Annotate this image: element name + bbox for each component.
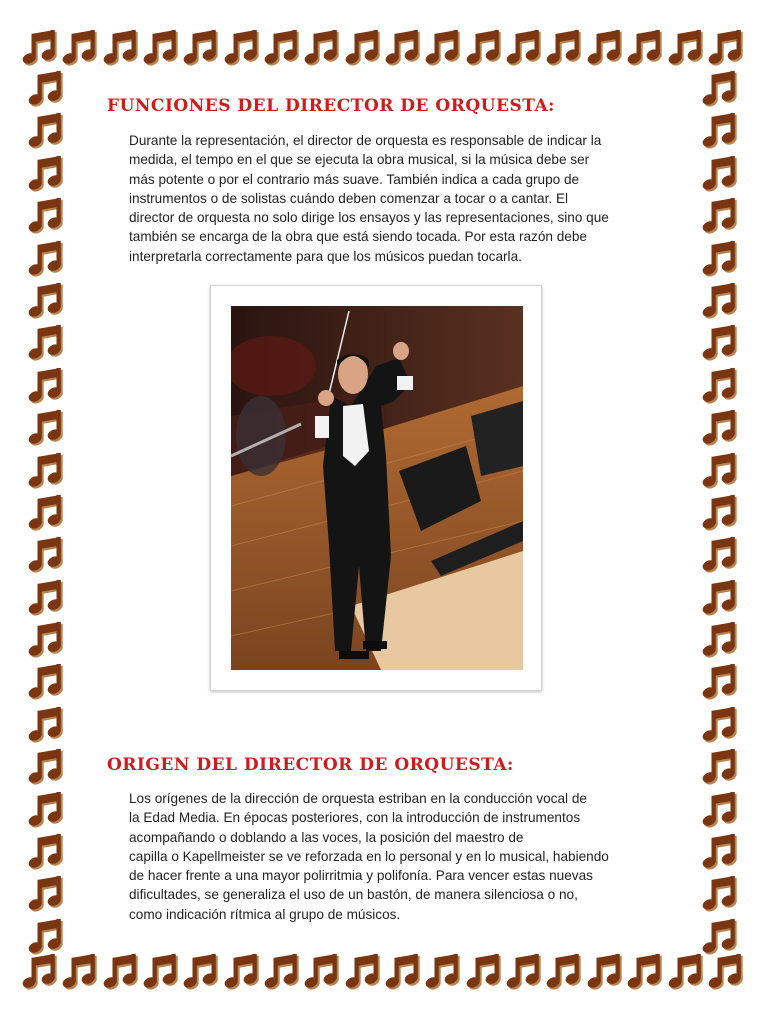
music-note-icon xyxy=(28,706,66,744)
music-note-icon xyxy=(702,324,740,362)
music-note-icon xyxy=(143,29,181,67)
music-note-icon xyxy=(702,409,740,447)
music-note-icon xyxy=(702,791,740,829)
music-note-icon xyxy=(506,953,544,991)
music-note-icon xyxy=(546,29,584,67)
music-note-icon xyxy=(702,367,740,405)
conductor-photo xyxy=(231,306,523,670)
music-note-icon xyxy=(28,621,66,659)
music-note-icon xyxy=(28,112,66,150)
paragraph-line: director de orquesta no solo dirige los ensayos y las representaciones, sino que xyxy=(129,210,609,226)
section-title-funciones: FUNCIONES DEL DIRECTOR DE ORQUESTA: xyxy=(107,96,555,116)
music-note-icon xyxy=(702,112,740,150)
music-note-icon xyxy=(668,953,706,991)
music-note-icon xyxy=(466,953,504,991)
paragraph-line: instrumentos o de solistas cuándo deben comenzar a tocar o a cantar. El xyxy=(129,190,569,206)
paragraph-line: capilla o Kapellmeister se ve reforzada en lo personal y en lo musical, habiendo xyxy=(129,848,609,864)
music-note-icon xyxy=(28,663,66,701)
music-note-border-left xyxy=(26,70,68,956)
music-note-icon xyxy=(702,155,740,193)
music-note-icon xyxy=(702,579,740,617)
paragraph-line: interpretarla correctamente para que los músicos puedan tocarla. xyxy=(129,248,522,264)
music-note-icon xyxy=(702,663,740,701)
music-note-icon xyxy=(587,953,625,991)
music-note-icon xyxy=(183,29,221,67)
music-note-icon xyxy=(103,29,141,67)
music-note-icon xyxy=(425,953,463,991)
music-note-icon xyxy=(264,953,302,991)
section-paragraph-funciones xyxy=(129,131,609,266)
music-note-icon xyxy=(183,953,221,991)
music-note-icon xyxy=(224,29,262,67)
music-note-icon xyxy=(28,197,66,235)
music-note-icon xyxy=(702,621,740,659)
paragraph-line: de hacer frente a una mayor polirritmia y polifonía. Para vencer estas nuevas xyxy=(129,868,593,884)
music-note-icon xyxy=(264,29,302,67)
section-paragraph-origen xyxy=(129,789,609,924)
music-note-icon xyxy=(28,494,66,532)
music-note-icon xyxy=(627,953,665,991)
music-note-icon xyxy=(28,70,66,108)
music-note-icon xyxy=(702,70,740,108)
music-note-icon xyxy=(702,748,740,786)
music-note-icon xyxy=(702,452,740,490)
music-note-icon xyxy=(224,953,262,991)
music-note-icon xyxy=(28,791,66,829)
music-note-icon xyxy=(668,29,706,67)
music-note-icon xyxy=(28,579,66,617)
music-note-icon xyxy=(28,282,66,320)
music-note-border-top xyxy=(22,27,746,69)
music-note-icon xyxy=(702,706,740,744)
music-note-border-right xyxy=(700,70,742,956)
music-note-icon xyxy=(425,29,463,67)
paragraph-line: acompañando o doblando a las voces, la posición del maestro de xyxy=(129,829,524,845)
section-title-origen: ORIGEN DEL DIRECTOR DE ORQUESTA: xyxy=(107,755,514,775)
music-note-icon xyxy=(702,918,740,956)
music-note-icon xyxy=(345,953,383,991)
music-note-icon xyxy=(702,833,740,871)
paragraph-line: también se encarga de la obra que está siendo tocada. Por esta razón debe xyxy=(129,229,587,245)
music-note-icon xyxy=(506,29,544,67)
music-note-icon xyxy=(702,282,740,320)
music-note-icon xyxy=(708,953,746,991)
music-note-icon xyxy=(28,324,66,362)
music-note-icon xyxy=(385,29,423,67)
music-note-icon xyxy=(28,918,66,956)
paragraph-line: medida, el tempo en el que se ejecuta la obra musical, si la música debe ser xyxy=(129,152,590,168)
music-note-icon xyxy=(702,240,740,278)
music-note-icon xyxy=(702,494,740,532)
paragraph-line: la Edad Media. En épocas posteriores, con la introducción de instrumentos xyxy=(129,810,581,826)
music-note-icon xyxy=(587,29,625,67)
music-note-icon xyxy=(62,29,100,67)
music-note-icon xyxy=(28,748,66,786)
music-note-icon xyxy=(28,367,66,405)
music-note-icon xyxy=(28,409,66,447)
music-note-icon xyxy=(22,953,60,991)
music-note-icon xyxy=(28,452,66,490)
music-note-icon xyxy=(385,953,423,991)
music-note-icon xyxy=(702,197,740,235)
music-note-icon xyxy=(702,536,740,574)
paragraph-line: como indicación rítmica al grupo de músicos. xyxy=(129,906,401,922)
music-note-icon xyxy=(22,29,60,67)
music-note-icon xyxy=(466,29,504,67)
music-note-border-bottom xyxy=(22,951,746,993)
paragraph-line: Los orígenes de la dirección de orquesta estriban en la conducción vocal de xyxy=(129,791,587,806)
conductor-photo-frame xyxy=(210,285,542,691)
music-note-icon xyxy=(304,953,342,991)
music-note-icon xyxy=(702,875,740,913)
music-note-icon xyxy=(345,29,383,67)
music-note-icon xyxy=(546,953,584,991)
music-note-icon xyxy=(304,29,342,67)
paragraph-line: dificultades, se generaliza el uso de un bastón, de manera silenciosa o no, xyxy=(129,887,578,903)
paragraph-line: más potente o por el contrario más suave. También indica a cada grupo de xyxy=(129,171,580,187)
music-note-icon xyxy=(28,240,66,278)
music-note-icon xyxy=(28,875,66,913)
music-note-icon xyxy=(708,29,746,67)
music-note-icon xyxy=(28,833,66,871)
music-note-icon xyxy=(28,155,66,193)
paragraph-line: Durante la representación, el director de orquesta es responsable de indicar la xyxy=(129,133,602,148)
music-note-icon xyxy=(62,953,100,991)
music-note-icon xyxy=(627,29,665,67)
music-note-icon xyxy=(143,953,181,991)
music-note-icon xyxy=(103,953,141,991)
music-note-icon xyxy=(28,536,66,574)
